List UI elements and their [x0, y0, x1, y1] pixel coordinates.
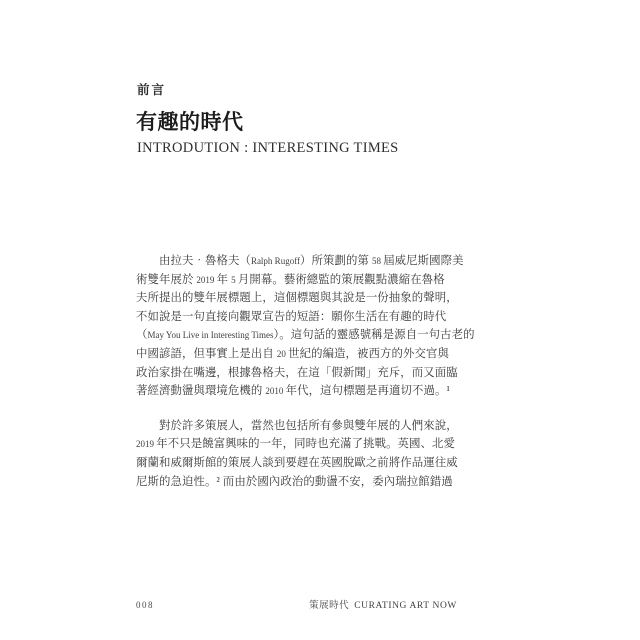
latin-text-run: 2010 — [265, 386, 286, 397]
latin-text-run: 5 — [231, 274, 238, 285]
book-title-chinese: 策展時代 — [309, 601, 350, 611]
page-number: 008 — [136, 600, 154, 610]
page-footer — [136, 597, 457, 611]
body-line: 不如說是一句直接向觀眾宣告的短語：願你生活在有趣的時代 — [136, 310, 447, 323]
body-line: 術雙年展於 2019 年 5 月開幕。藝術總監的策展觀點濃縮在魯格 — [136, 273, 445, 286]
body-line: 著經濟動盪與環境危機的 2010 年代，這句標題是再適切不過。¹ — [136, 385, 450, 398]
body-line: 政治家掛在嘴邊，根據魯格夫，在這「假新聞」充斥，而又面臨 — [136, 366, 458, 379]
body-line: （May You Live in Interesting Times）。這句話的靈感號稱是源自一句古老的 — [136, 329, 475, 342]
latin-text-run: 58 — [371, 256, 384, 266]
body-line: 夫所提出的雙年展標題上，這個標題與其說是一份抽象的聲明， — [136, 292, 458, 305]
body-line: 2019 年不只是饒富興味的一年，同時也充滿了挑戰。英國、北愛 — [136, 438, 456, 451]
latin-text-run: May You Live in Interesting Times — [147, 330, 274, 341]
page-title: 有趣的時代 — [136, 110, 244, 134]
body-line: 由拉夫‧魯格夫（Ralph Rugoff）所策劃的第 58 屆威尼斯國際美 — [159, 255, 464, 267]
latin-text-run: Ralph Rugoff — [250, 256, 301, 266]
book-title-english: CURATING ART NOW — [354, 601, 457, 611]
body-line: 尼斯的急迫性。² 而由於國內政治的動盪不安，委內瑞拉館錯過 — [136, 475, 453, 488]
body-line: 中國諺語，但事實上是出自 20 世紀的編造，被西方的外交官與 — [136, 347, 449, 360]
latin-text-run: 2019 — [136, 439, 157, 450]
page-subtitle: INTRODUTION : INTERESTING TIMES — [137, 140, 399, 156]
body-text — [136, 252, 475, 491]
section-kicker: 前言 — [137, 83, 167, 97]
latin-text-run: 2019 — [196, 274, 217, 285]
running-book-title — [309, 597, 457, 611]
paragraph — [136, 252, 475, 401]
body-line: 對於許多策展人，當然也包括所有參與雙年展的人們來說， — [159, 419, 458, 432]
body-line: 爾蘭和威爾斯館的策展人談到要趕在英國脫歐之前將作品運往威 — [136, 456, 458, 469]
paragraph — [136, 417, 460, 491]
latin-text-run: 20 — [276, 348, 289, 359]
